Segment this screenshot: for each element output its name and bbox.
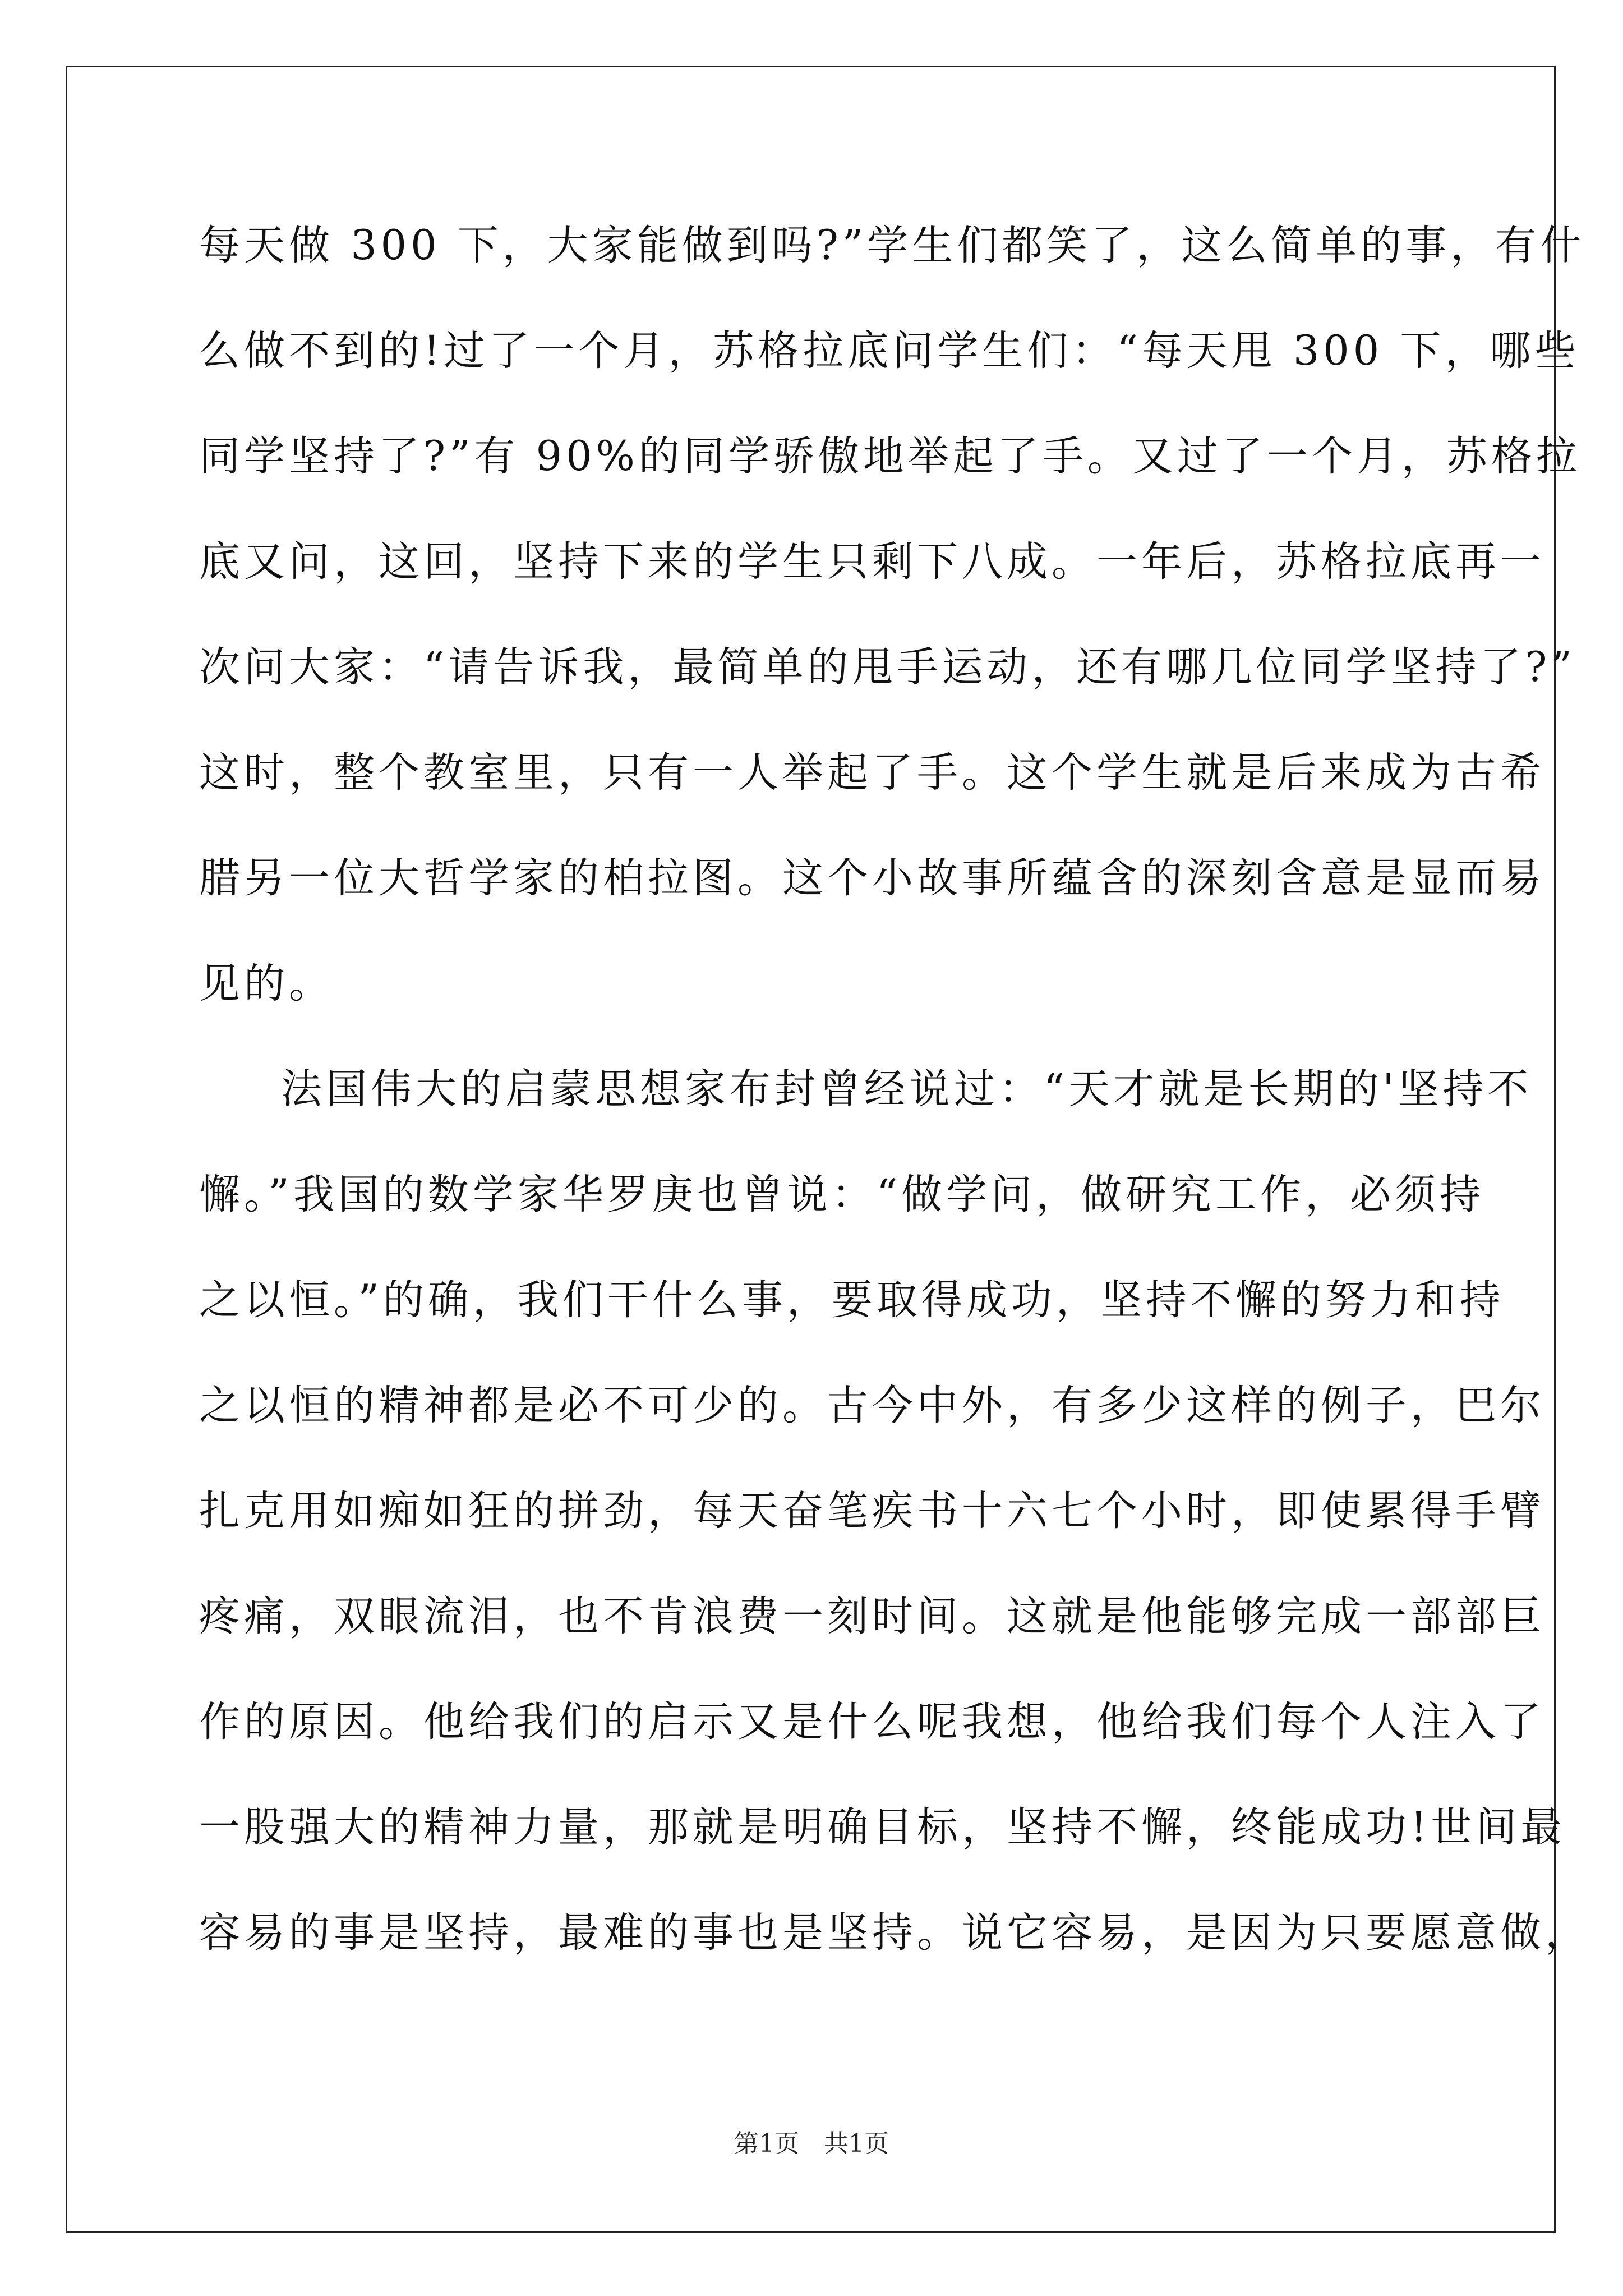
text-line: 之以恒的精神都是必不可少的。古今中外，有多少这样的例子，巴尔: [199, 1382, 1545, 1429]
text-line: 容易的事是坚持，最难的事也是坚持。说它容易，是因为只要愿意做，: [199, 1909, 1590, 1957]
text-line: 扎克用如痴如狂的拼劲，每天奋笔疾书十六七个小时，即使累得手臂: [199, 1487, 1545, 1535]
text-line: 之以恒。”的确，我们干什么事，要取得成功，坚持不懈的努力和持: [199, 1276, 1505, 1324]
text-line: 每天做 300 下，大家能做到吗?”学生们都笑了，这么简单的事，有什: [199, 222, 1585, 269]
text-line: 这时，整个教室里，只有一人举起了手。这个学生就是后来成为古希: [199, 749, 1545, 797]
text-line: 懈。”我国的数学家华罗庚也曾说：“做学问，做研究工作，必须持: [199, 1171, 1485, 1218]
page-number-total: 共1页: [824, 2129, 889, 2158]
text-line: 底又问，这回，坚持下来的学生只剩下八成。一年后，苏格拉底再一: [199, 538, 1545, 586]
text-line: 么做不到的!过了一个月，苏格拉底问学生们：“每天甩 300 下，哪些: [199, 327, 1580, 375]
text-line: 作的原因。他给我们的启示又是什么呢我想，他给我们每个人注入了: [199, 1698, 1545, 1746]
text-line: 法国伟大的启蒙思想家布封曾经说过：“天才就是长期的'坚持不: [281, 1065, 1533, 1113]
text-line: 见的。: [199, 960, 334, 1007]
text-line: 疼痛，双眼流泪，也不肯浪费一刻时间。这就是他能够完成一部部巨: [199, 1593, 1545, 1640]
text-line: 次问大家：“请告诉我，最简单的甩手运动，还有哪几位同学坚持了?”: [199, 643, 1576, 691]
text-line: 腊另一位大哲学家的柏拉图。这个小故事所蕴含的深刻含意是显而易: [199, 854, 1545, 902]
page-footer: [0, 2127, 1623, 2161]
text-line: 一股强大的精神力量，那就是明确目标，坚持不懈，终能成功!世间最: [199, 1803, 1566, 1851]
document-body: [199, 218, 1590, 2010]
page-number-current: 第1页: [734, 2129, 799, 2158]
text-line: 同学坚持了?”有 90%的同学骄傲地举起了手。又过了一个月，苏格拉: [199, 432, 1581, 480]
